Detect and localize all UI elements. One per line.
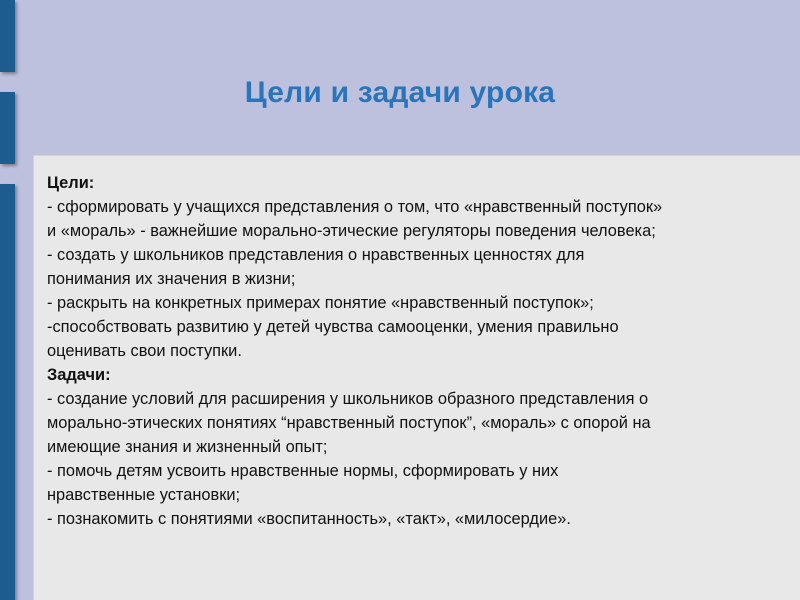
goals-line: - создать у школьников представления о нравственных ценностях для <box>47 246 585 264</box>
tasks-line: - помочь детям усвоить нравственные нормы, сформировать у них <box>47 462 559 480</box>
goals-heading: Цели: <box>47 174 95 192</box>
tasks-line: - создание условий для расширения у школьников образного представления о <box>47 390 649 408</box>
goals-line: - сформировать у учащихся представления о том, что «нравственный поступок» <box>47 198 663 216</box>
goals-line: оценивать свои поступки. <box>47 342 242 360</box>
goals-line: - раскрыть на конкретных примерах понятие «нравственный поступок»; <box>47 294 594 312</box>
goals-line: -способствовать развитию у детей чувства самооценки, умения правильно <box>47 318 619 336</box>
goals-line: понимания их значения в жизни; <box>47 270 296 288</box>
slide-title: Цели и задачи урока <box>244 76 556 109</box>
tasks-line: - познакомить с понятиями «воспитанность», «такт», «милосердие». <box>47 510 571 528</box>
tasks-line: нравственные установки; <box>47 486 241 504</box>
tasks-line: морально-этических понятиях “нравственный поступок”, «мораль» с опорой на <box>47 414 651 432</box>
tasks-heading: Задачи: <box>47 366 111 384</box>
goals-line: и «мораль» - важнейшие морально-этические регуляторы поведения человека; <box>47 222 656 240</box>
content-box <box>33 155 800 600</box>
decorative-side-bar-bottom <box>0 184 15 600</box>
tasks-line: имеющие знания и жизненный опыт; <box>47 438 328 456</box>
decorative-side-bar-top <box>0 0 15 72</box>
